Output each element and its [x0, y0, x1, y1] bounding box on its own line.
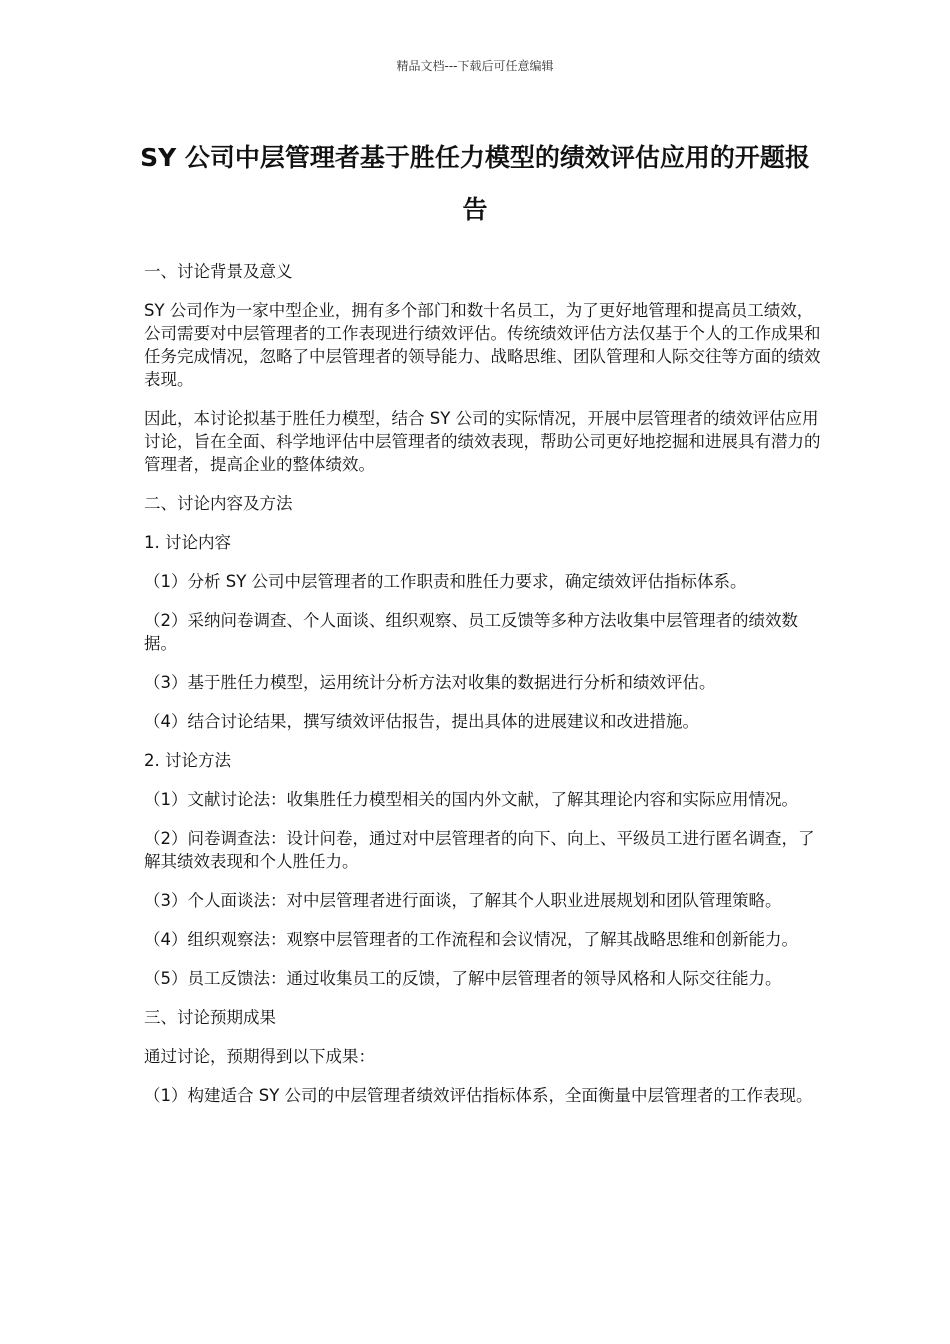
list-item-method-4: （4）组织观察法：观察中层管理者的工作流程和会议情况，了解其战略思维和创新能力。 — [144, 930, 798, 949]
list-item-content-4: （4）结合讨论结果，撰写绩效评估报告，提出具体的进展建议和改进措施。 — [144, 712, 699, 731]
list-item-method-2: （2）问卷调查法：设计问卷，通过对中层管理者的向下、向上、平级员工进行匿名调查，了解其绩效表现和个人胜任力。 — [144, 829, 815, 871]
paragraph-outcomes-intro: 通过讨论，预期得到以下成果： — [144, 1047, 375, 1066]
paragraph-background-2: 因此，本讨论拟基于胜任力模型，结合 SY 公司的实际情况，开展中层管理者的绩效评估应用讨论，旨在全面、科学地评估中层管理者的绩效表现，帮助公司更好地挖掘和进展具有潜力的管理者，提高企业的整体绩效。 — [144, 409, 821, 474]
list-item-content-2: （2）采纳问卷调查、个人面谈、组织观察、员工反馈等多种方法收集中层管理者的绩效数据。 — [144, 611, 798, 653]
section-heading-outcomes: 三、讨论预期成果 — [144, 1008, 276, 1027]
subheading-content: 1. 讨论内容 — [144, 533, 231, 552]
list-item-content-3: （3）基于胜任力模型，运用统计分析方法对收集的数据进行分析和绩效评估。 — [144, 673, 716, 692]
list-item-content-1: （1）分析 SY 公司中层管理者的工作职责和胜任力要求，确定绩效评估指标体系。 — [144, 572, 747, 591]
paragraph-background-1: SY 公司作为一家中型企业，拥有多个部门和数十名员工，为了更好地管理和提高员工绩效，公司需要对中层管理者的工作表现进行绩效评估。传统绩效评估方法仅基于个人的工作成果和任务完成情况，忽略了中层管理者的领导能力、战略思维、团队管理和人际交往等方面的绩效表现。 — [144, 301, 821, 389]
list-item-method-3: （3）个人面谈法：对中层管理者进行面谈，了解其个人职业进展规划和团队管理策略。 — [144, 891, 782, 910]
list-item-method-5: （5）员工反馈法：通过收集员工的反馈，了解中层管理者的领导风格和人际交往能力。 — [144, 969, 782, 988]
list-item-outcome-1: （1）构建适合 SY 公司的中层管理者绩效评估指标体系，全面衡量中层管理者的工作表现。 — [144, 1086, 813, 1105]
subheading-methods: 2. 讨论方法 — [144, 751, 231, 770]
section-heading-content-methods: 二、讨论内容及方法 — [144, 494, 293, 513]
header-watermark: 精品文档---下载后可任意编辑 — [396, 59, 554, 73]
section-heading-background: 一、讨论背景及意义 — [144, 262, 293, 281]
document-title: SY 公司中层管理者基于胜任力模型的绩效评估应用的开题报告 — [140, 143, 810, 224]
document-body — [144, 260, 824, 1123]
list-item-method-1: （1）文献讨论法：收集胜任力模型相关的国内外文献，了解其理论内容和实际应用情况。 — [144, 790, 798, 809]
